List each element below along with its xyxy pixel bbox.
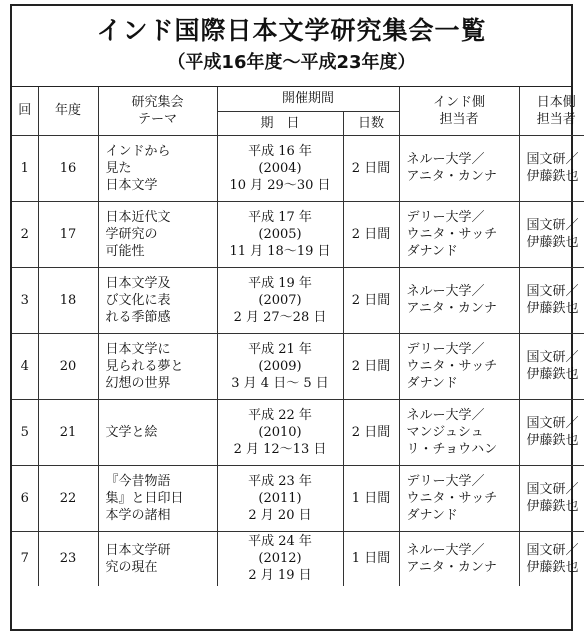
date-cell: 平成 24 年 (2012) 2 月 19 日 [217,531,343,586]
round-cell: 1 [12,135,38,201]
india-staff-cell: ネルー大学／ アニタ・カンナ [399,135,519,201]
header-theme: 研究集会 テーマ [98,87,217,135]
date-cell: 平成 17 年 (2005) 11 月 18～19 日 [217,201,343,267]
round-cell: 7 [12,531,38,586]
table-row [12,267,584,333]
days-cell: 2 日間 [343,135,399,201]
days-cell: 2 日間 [343,267,399,333]
header-india-staff: インド側 担当者 [399,87,519,135]
year-cell: 18 [38,267,98,333]
date-cell: 平成 16 年 (2004) 10 月 29～30 日 [217,135,343,201]
header-date: 期 日 [217,111,343,135]
india-staff-cell: ネルー大学／ アニタ・カンナ [399,531,519,586]
date-cell: 平成 23 年 (2011) 2 月 20 日 [217,465,343,531]
year-cell: 21 [38,399,98,465]
header-japan-staff: 日本側 担当者 [519,87,584,135]
header-days: 日数 [343,111,399,135]
round-cell: 6 [12,465,38,531]
days-cell: 2 日間 [343,333,399,399]
japan-staff-cell: 国文研／ 伊藤鉄也 [519,399,584,465]
theme-cell: 日本文学及 び文化に表 れる季節感 [98,267,217,333]
date-cell: 平成 22 年 (2010) 2 月 12～13 日 [217,399,343,465]
japan-staff-cell: 国文研／ 伊藤鉄也 [519,135,584,201]
days-cell: 2 日間 [343,399,399,465]
theme-cell: 日本文学研 究の現在 [98,531,217,586]
year-cell: 16 [38,135,98,201]
symposium-table [12,87,584,586]
japan-staff-cell: 国文研／ 伊藤鉄也 [519,333,584,399]
header-period: 開催期間 [217,87,399,111]
year-cell: 23 [38,531,98,586]
theme-cell: 日本文学に 見られる夢と 幻想の世界 [98,333,217,399]
japan-staff-cell: 国文研／ 伊藤鉄也 [519,465,584,531]
table-row [12,333,584,399]
year-cell: 17 [38,201,98,267]
india-staff-cell: ネルー大学／ アニタ・カンナ [399,267,519,333]
page-title: インド国際日本文学研究集会一覧 [96,16,487,45]
table-row [12,201,584,267]
round-cell: 5 [12,399,38,465]
india-staff-cell: ネルー大学／ マンジュシュ リ・チョウハン [399,399,519,465]
days-cell: 1 日間 [343,465,399,531]
theme-cell: 日本近代文 学研究の 可能性 [98,201,217,267]
india-staff-cell: デリー大学／ ウニタ・サッチ ダナンド [399,333,519,399]
title-block [12,6,571,87]
japan-staff-cell: 国文研／ 伊藤鉄也 [519,531,584,586]
india-staff-cell: デリー大学／ ウニタ・サッチ ダナンド [399,465,519,531]
round-cell: 4 [12,333,38,399]
header-round: 回 [12,87,38,135]
round-cell: 3 [12,267,38,333]
year-cell: 20 [38,333,98,399]
round-cell: 2 [12,201,38,267]
india-staff-cell: デリー大学／ ウニタ・サッチ ダナンド [399,201,519,267]
theme-cell: 『今昔物語 集』と日印日 本学の諸相 [98,465,217,531]
theme-cell: インドから 見た 日本文学 [98,135,217,201]
japan-staff-cell: 国文研／ 伊藤鉄也 [519,267,584,333]
table-row [12,399,584,465]
table-row [12,531,584,586]
table-row [12,465,584,531]
days-cell: 2 日間 [343,201,399,267]
symposium-list-table-frame [10,4,579,631]
days-cell: 1 日間 [343,531,399,586]
date-cell: 平成 19 年 (2007) 2 月 27～28 日 [217,267,343,333]
table-row [12,135,584,201]
header-year: 年度 [38,87,98,135]
year-cell: 22 [38,465,98,531]
japan-staff-cell: 国文研／ 伊藤鉄也 [519,201,584,267]
theme-cell: 文学と絵 [98,399,217,465]
date-cell: 平成 21 年 (2009) 3 月 4 日～ 5 日 [217,333,343,399]
page-subtitle: （平成16年度～平成23年度） [167,52,416,73]
header-row-top [12,87,584,111]
